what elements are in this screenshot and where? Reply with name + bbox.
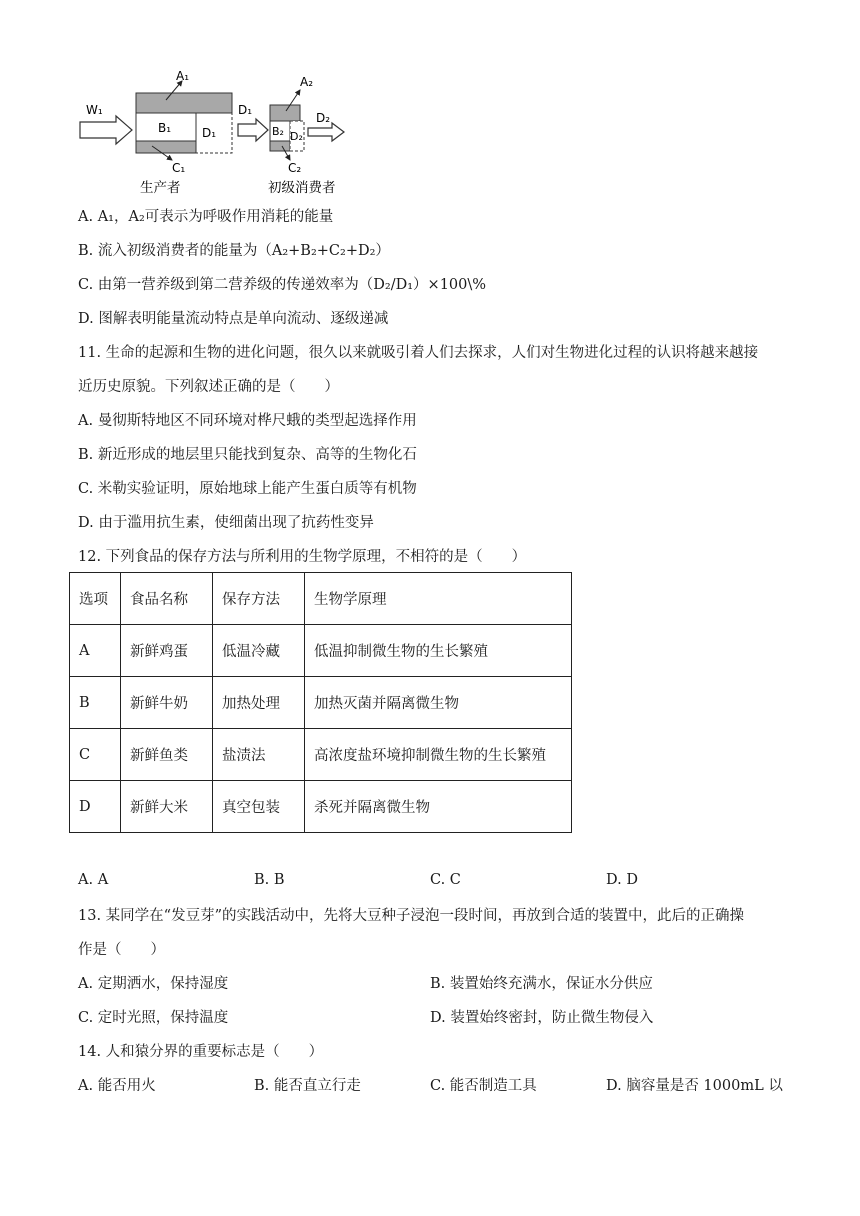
- q11-stem-line2: 近历史原貌。下列叙述正确的是（ ）: [78, 379, 339, 395]
- q11-option-a: A. 曼彻斯特地区不同环境对桦尺蛾的类型起选择作用: [78, 413, 417, 429]
- q12-choices: [78, 872, 778, 892]
- d1-inner-label: D₁: [202, 126, 217, 140]
- q11-stem-line1: 11. 生命的起源和生物的进化问题，很久以来就吸引着人们去探求，人们对生物进化过程的认识将越来越接: [78, 345, 759, 361]
- a1-label: A₁: [176, 69, 190, 83]
- table-row: [70, 781, 572, 833]
- producer-c1-bar: [136, 141, 196, 153]
- d2-arrow-label: D₂: [316, 111, 331, 125]
- q14-option-d: D. 脑容量是否 1000mL 以: [606, 1078, 783, 1094]
- consumer-label: 初级消费者: [268, 180, 336, 196]
- cell-method: 加热处理: [213, 677, 305, 729]
- d1-arrow-label: D₁: [238, 103, 253, 117]
- d2-inner-label: D₂: [290, 130, 303, 143]
- q10-option-c: C. 由第一营养级到第二营养级的传递效率为（D₂/D₁）×100\%: [78, 277, 487, 293]
- cell-principle: 高浓度盐环境抑制微生物的生长繁殖: [305, 729, 572, 781]
- q13-option-b: B. 装置始终充满水，保证水分供应: [430, 976, 653, 992]
- q12-choice-a: A. A: [78, 872, 109, 888]
- q14-option-b: B. 能否直立行走: [254, 1078, 361, 1094]
- q13-stem-line2: 作是（ ）: [78, 942, 165, 958]
- q12-choice-d: D. D: [606, 872, 638, 888]
- cell-principle: 低温抑制微生物的生长繁殖: [305, 625, 572, 677]
- q13-option-c: C. 定时光照，保持温度: [78, 1010, 229, 1026]
- cell-principle: 杀死并隔离微生物: [305, 781, 572, 833]
- cell-principle: 加热灭菌并隔离微生物: [305, 677, 572, 729]
- q10-option-d: D. 图解表明能量流动特点是单向流动、逐级递减: [78, 311, 389, 327]
- c2-label: C₂: [288, 161, 302, 175]
- header-method: 保存方法: [213, 573, 305, 625]
- q10-option-b: B. 流入初级消费者的能量为（A₂+B₂+C₂+D₂）: [78, 243, 390, 259]
- cell-food: 新鲜鸡蛋: [121, 625, 213, 677]
- d2-output-arrow: [308, 123, 344, 141]
- cell-food: 新鲜鱼类: [121, 729, 213, 781]
- header-option: 选项: [70, 573, 121, 625]
- cell-food: 新鲜牛奶: [121, 677, 213, 729]
- cell-method: 盐渍法: [213, 729, 305, 781]
- w1-label: W₁: [86, 103, 103, 117]
- cell-option: A: [70, 625, 121, 677]
- cell-option: B: [70, 677, 121, 729]
- q11-option-b: B. 新近形成的地层里只能找到复杂、高等的生物化石: [78, 447, 417, 463]
- header-food: 食品名称: [121, 573, 213, 625]
- cell-option: D: [70, 781, 121, 833]
- q12-choice-b: B. B: [254, 872, 285, 888]
- cell-option: C: [70, 729, 121, 781]
- cell-method: 低温冷藏: [213, 625, 305, 677]
- q10-option-a: A. A₁，A₂可表示为呼吸作用消耗的能量: [78, 209, 334, 225]
- table-header-row: [70, 573, 572, 625]
- q13-option-a: A. 定期洒水，保持湿度: [78, 976, 229, 992]
- q13-option-d: D. 装置始终密封，防止微生物侵入: [430, 1010, 654, 1026]
- energy-flow-diagram: [78, 66, 368, 200]
- consumer-a2-bar: [270, 105, 300, 121]
- q14-option-c: C. 能否制造工具: [430, 1078, 537, 1094]
- b1-label: B₁: [158, 121, 172, 135]
- q12-table: [69, 572, 572, 833]
- producer-label: 生产者: [140, 180, 181, 196]
- q12-stem: 12. 下列食品的保存方法与所利用的生物学原理，不相符的是（ ）: [78, 549, 527, 565]
- w1-input-arrow: [80, 116, 132, 144]
- d1-transfer-arrow: [238, 119, 268, 141]
- table-row: [70, 625, 572, 677]
- cell-food: 新鲜大米: [121, 781, 213, 833]
- table-row: [70, 729, 572, 781]
- q11-option-c: C. 米勒实验证明，原始地球上能产生蛋白质等有机物: [78, 481, 417, 497]
- q14-option-a: A. 能否用火: [78, 1078, 156, 1094]
- q12-choice-c: C. C: [430, 872, 461, 888]
- q14-stem: 14. 人和猿分界的重要标志是（ ）: [78, 1044, 324, 1060]
- producer-a1-bar: [136, 93, 232, 113]
- q11-option-d: D. 由于滥用抗生素，使细菌出现了抗药性变异: [78, 515, 374, 531]
- a2-label: A₂: [300, 75, 314, 89]
- table-row: [70, 677, 572, 729]
- q13-stem-line1: 13. 某同学在“发豆芽”的实践活动中，先将大豆种子浸泡一段时间，再放到合适的装置中，此后的正确操: [78, 908, 744, 924]
- b2-label: B₂: [272, 125, 284, 138]
- header-principle: 生物学原理: [305, 573, 572, 625]
- cell-method: 真空包装: [213, 781, 305, 833]
- consumer-c2-bar: [270, 141, 290, 151]
- c1-label: C₁: [172, 161, 186, 175]
